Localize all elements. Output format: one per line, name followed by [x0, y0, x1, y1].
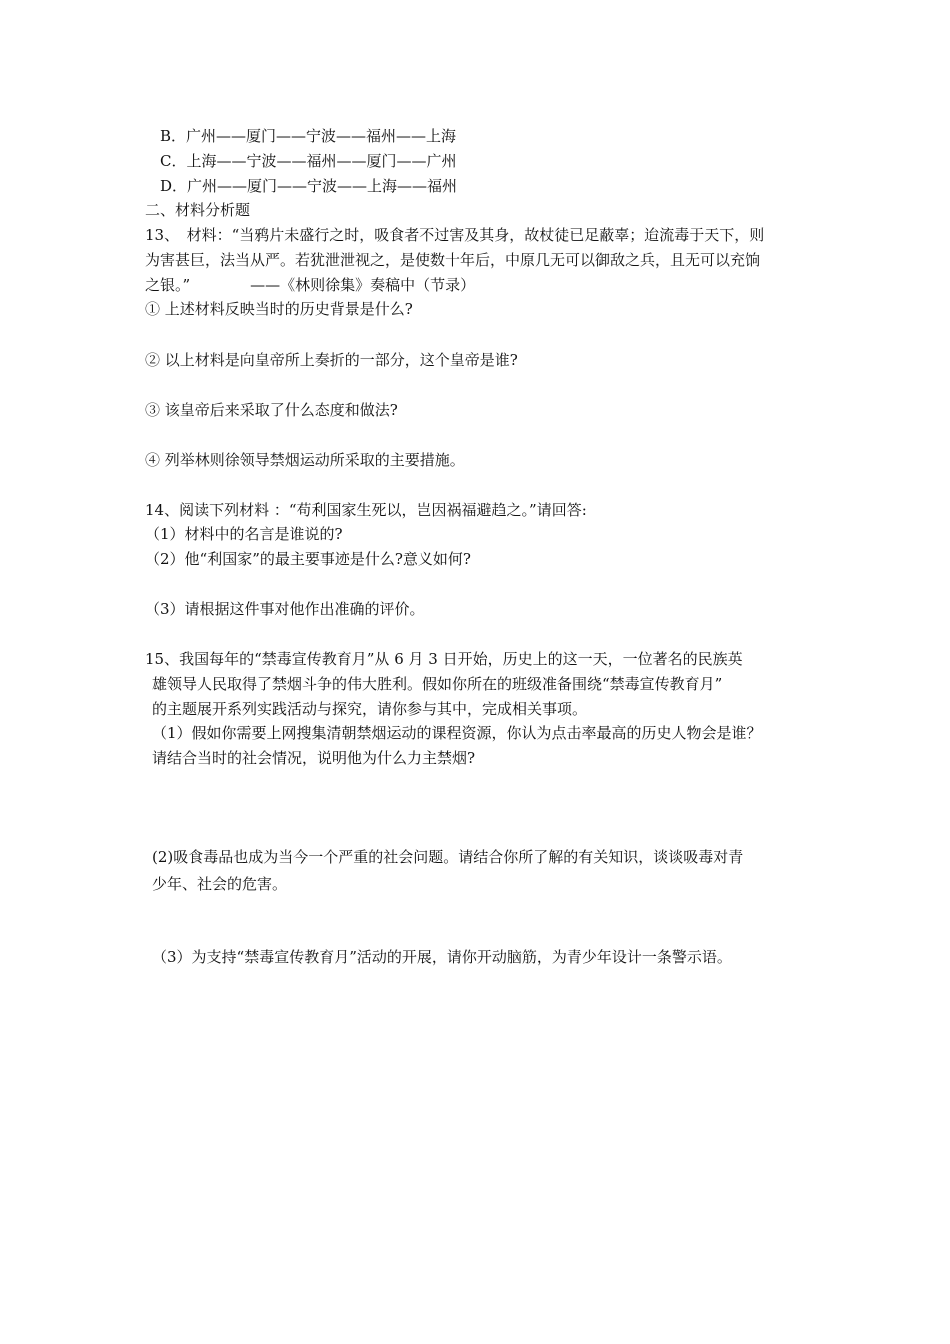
q15-line-2: 雄领导人民取得了禁烟斗争的伟大胜利。假如你所在的班级准备围绕“禁毒宣传教育月” [152, 675, 723, 693]
q14-sub-2: （2）他“利国家”的最主要事迹是什么?意义如何? [145, 550, 471, 568]
q15-sub-1-line-1: （1）假如你需要上网搜集清朝禁烟运动的课程资源，你认为点击率最高的历史人物会是谁？ [152, 724, 762, 742]
q15-sub-3: （3）为支持“禁毒宣传教育月”活动的开展，请你开动脑筋，为青少年设计一条警示语。 [152, 948, 732, 966]
q15-sub-2-line-2: 少年、社会的危害。 [152, 875, 288, 893]
q13-sub-3: ③ 该皇帝后来采取了什么态度和做法? [145, 401, 398, 419]
q13-sub-2: ② 以上材料是向皇帝所上奏折的一部分，这个皇帝是谁? [145, 351, 518, 369]
section-title: 二、材料分析题 [145, 201, 251, 219]
option-d: D．广州——厦门——宁波——上海——福州 [160, 177, 458, 195]
q14-sub-3: （3）请根据这件事对他作出准确的评价。 [145, 600, 425, 618]
q13-line-3: 之银。” ——《林则徐集》奏稿中（节录） [145, 276, 476, 294]
q15-sub-1-line-2: 请结合当时的社会情况，说明他为什么力主禁烟? [152, 749, 476, 767]
q15-line-3: 的主题展开系列实践活动与探究，请你参与其中，完成相关事项。 [152, 700, 588, 718]
q15-line-1: 15、我国每年的“禁毒宣传教育月”从 6 月 3 日开始，历史上的这一天，一位著名的民族英 [145, 650, 743, 668]
q13-line-2: 为害甚巨，法当从严。若犹泄泄视之，是使数十年后，中原几无可以御敌之兵，且无可以充饷 [145, 251, 761, 269]
q13-line-1: 13、 材料：“当鸦片未盛行之时，吸食者不过害及其身，故杖徒已足蔽辜；迨流毒于天下，则 [145, 226, 765, 244]
option-c: C．上海——宁波——福州——厦门——广州 [160, 152, 457, 170]
option-b: B．广州——厦门——宁波——福州——上海 [160, 127, 457, 145]
q13-sub-4: ④ 列举林则徐领导禁烟运动所采取的主要措施。 [145, 451, 465, 469]
q15-sub-2-line-1: (2)吸食毒品也成为当今一个严重的社会问题。请结合你所了解的有关知识，谈谈吸毒对青 [152, 848, 744, 866]
q14-sub-1: （1）材料中的名言是谁说的? [145, 525, 343, 543]
q14-stem: 14、阅读下列材料 ：“苟利国家生死以，岂因祸福避趋之。”请回答: [145, 501, 587, 519]
q13-sub-1: ① 上述材料反映当时的历史背景是什么? [145, 300, 413, 318]
